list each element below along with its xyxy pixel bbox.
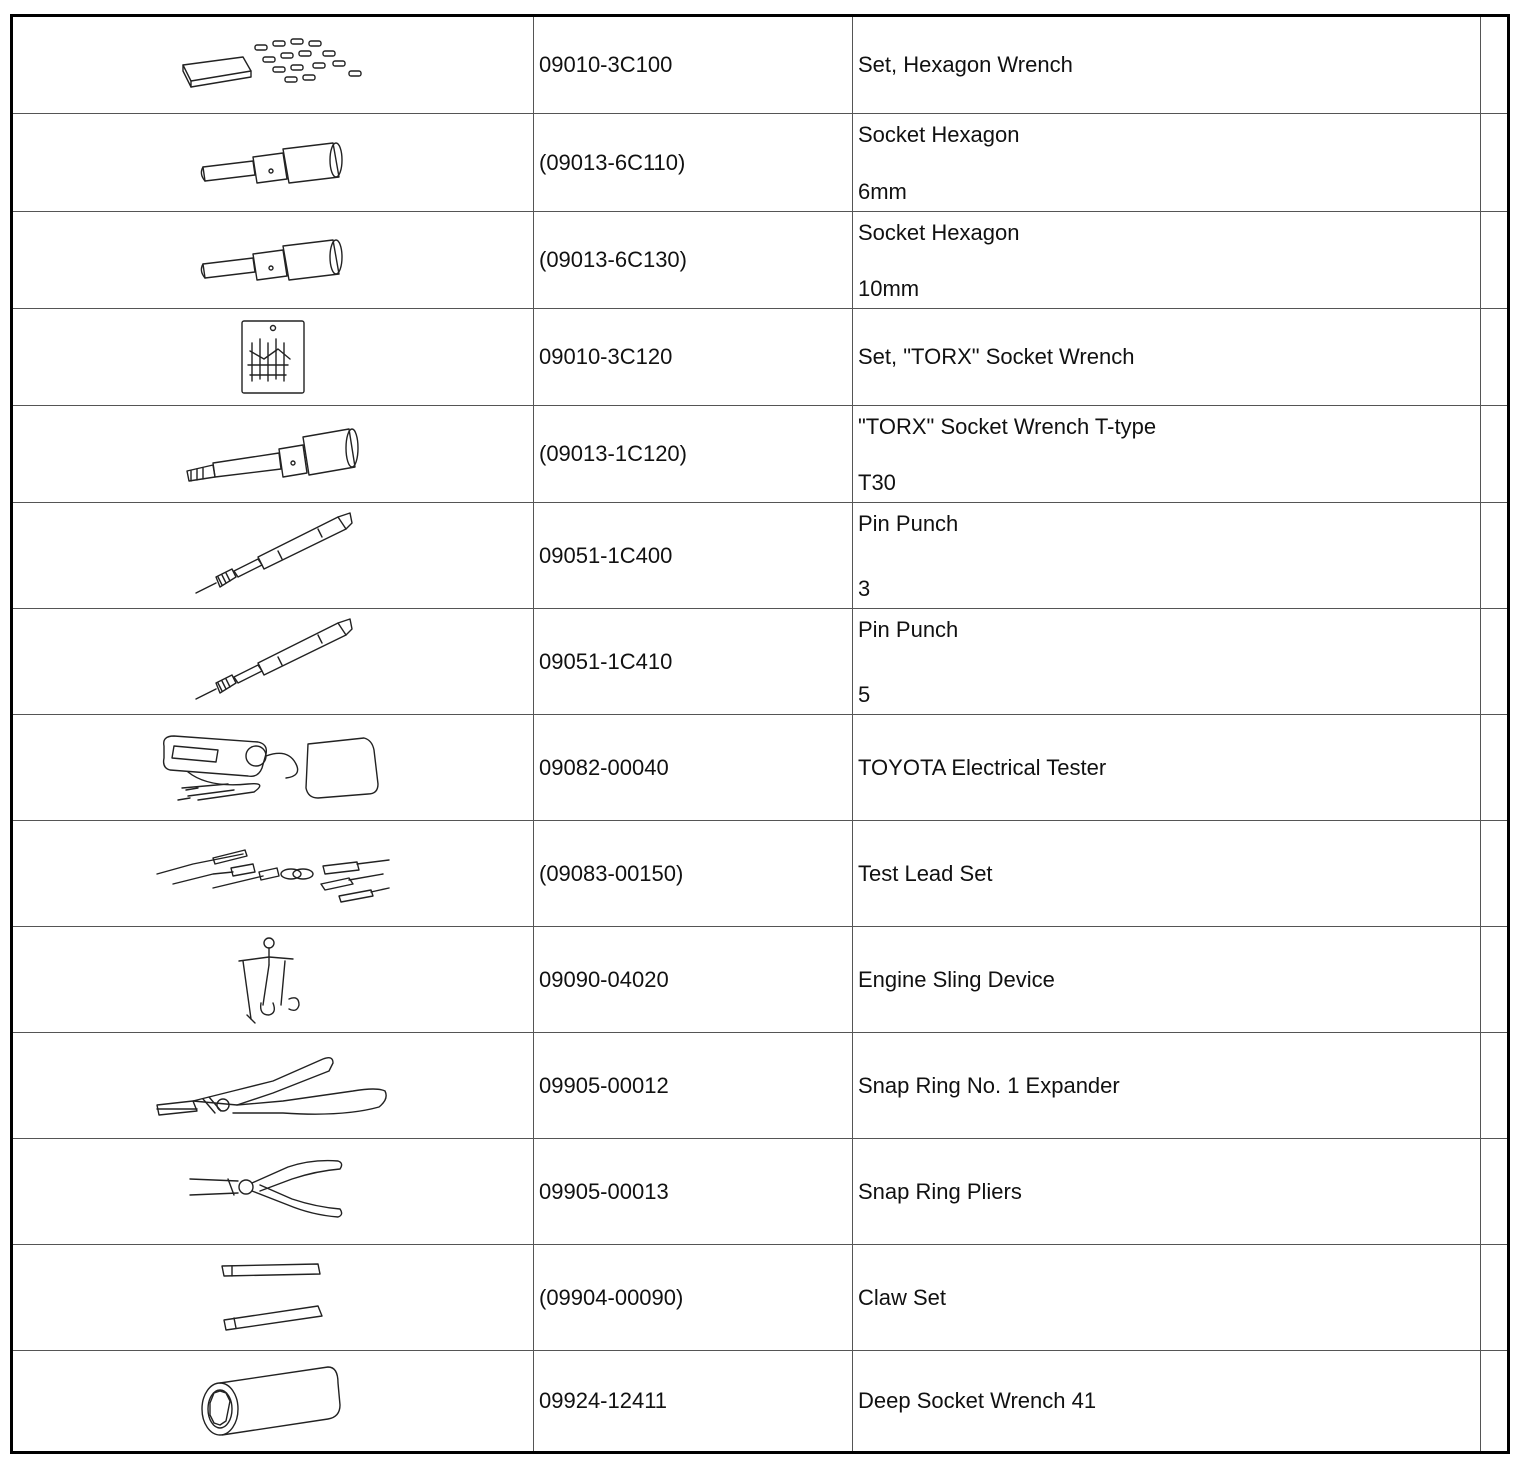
tool-illustration-cell	[13, 1351, 533, 1451]
part-number: 09010-3C100	[539, 52, 673, 77]
special-tools-table	[10, 14, 1510, 1454]
snap-ring-expander-icon	[153, 1051, 393, 1121]
socket-hexagon-icon	[193, 230, 353, 290]
claw-set-icon	[218, 1258, 328, 1338]
tool-name: Test Lead Set	[858, 860, 993, 886]
part-number: 09924-12411	[539, 1388, 668, 1413]
table-row	[13, 503, 1507, 609]
tool-illustration-cell	[13, 715, 533, 820]
part-number: (09904-00090)	[539, 1284, 684, 1310]
tool-illustration-cell	[13, 503, 533, 608]
torx-socket-set-icon	[238, 319, 308, 395]
tool-illustration-cell	[13, 309, 533, 405]
tool-illustration-cell	[13, 927, 533, 1032]
table-row	[13, 927, 1507, 1033]
tool-size: 6mm	[858, 179, 907, 204]
part-number: 09010-3C120	[539, 344, 673, 369]
table-row	[13, 715, 1507, 821]
pin-punch-icon	[188, 617, 358, 707]
table-row	[13, 406, 1507, 503]
test-lead-set-icon	[153, 844, 393, 904]
part-number: 09905-00012	[539, 1072, 669, 1098]
tool-illustration-cell	[13, 1033, 533, 1138]
part-number: 09090-04020	[539, 966, 669, 992]
hexagon-wrench-set-icon	[173, 35, 373, 95]
table-row	[13, 1351, 1507, 1451]
snap-ring-pliers-icon	[188, 1157, 358, 1227]
tool-name: Pin Punch	[858, 511, 959, 536]
part-number: (09013-6C110)	[539, 149, 686, 175]
table-row	[13, 17, 1507, 114]
tool-name: Socket Hexagon	[858, 122, 1020, 147]
tool-name: Claw Set	[858, 1284, 947, 1310]
table-row	[13, 1139, 1507, 1245]
tool-name: Engine Sling Device	[858, 966, 1055, 992]
tool-size: 5	[858, 682, 871, 707]
tool-name: Deep Socket Wrench 41	[858, 1388, 1097, 1413]
table-row	[13, 1245, 1507, 1351]
table-row	[13, 821, 1507, 927]
tool-illustration-cell	[13, 821, 533, 926]
tool-name: Set, "TORX" Socket Wrench	[858, 344, 1135, 369]
part-number: 09051-1C400	[539, 542, 673, 568]
table-row	[13, 609, 1507, 715]
table-row	[13, 114, 1507, 212]
deep-socket-wrench-icon	[198, 1361, 348, 1441]
engine-sling-device-icon	[233, 935, 313, 1025]
tool-name: Snap Ring Pliers	[858, 1178, 1022, 1204]
part-number: (09013-1C120)	[539, 441, 687, 466]
tool-size: 10mm	[858, 276, 920, 301]
table-row	[13, 309, 1507, 406]
electrical-tester-icon	[158, 728, 388, 808]
tool-illustration-cell	[13, 406, 533, 502]
part-number: 09082-00040	[539, 754, 669, 780]
tool-name: TOYOTA Electrical Tester	[858, 754, 1107, 780]
tool-illustration-cell	[13, 609, 533, 714]
part-number: 09051-1C410	[539, 648, 673, 674]
table-row	[13, 1033, 1507, 1139]
tool-name: Snap Ring No. 1 Expander	[858, 1072, 1120, 1098]
tool-size: T30	[858, 470, 896, 495]
tool-size: 3	[858, 576, 871, 601]
tool-name: Set, Hexagon Wrench	[858, 52, 1073, 77]
torx-socket-wrench-icon	[183, 419, 363, 489]
tool-name: Socket Hexagon	[858, 220, 1020, 245]
tool-name: "TORX" Socket Wrench T-type	[858, 414, 1157, 439]
part-number: (09013-6C130)	[539, 247, 687, 272]
tool-illustration-cell	[13, 1245, 533, 1350]
part-number: 09905-00013	[539, 1178, 669, 1204]
tool-illustration-cell	[13, 1139, 533, 1244]
tool-illustration-cell	[13, 212, 533, 308]
tool-illustration-cell	[13, 17, 533, 113]
part-number: (09083-00150)	[539, 860, 684, 886]
table-row	[13, 212, 1507, 309]
pin-punch-icon	[188, 511, 358, 601]
socket-hexagon-icon	[193, 133, 353, 193]
tool-name: Pin Punch	[858, 617, 959, 642]
tool-illustration-cell	[13, 114, 533, 211]
